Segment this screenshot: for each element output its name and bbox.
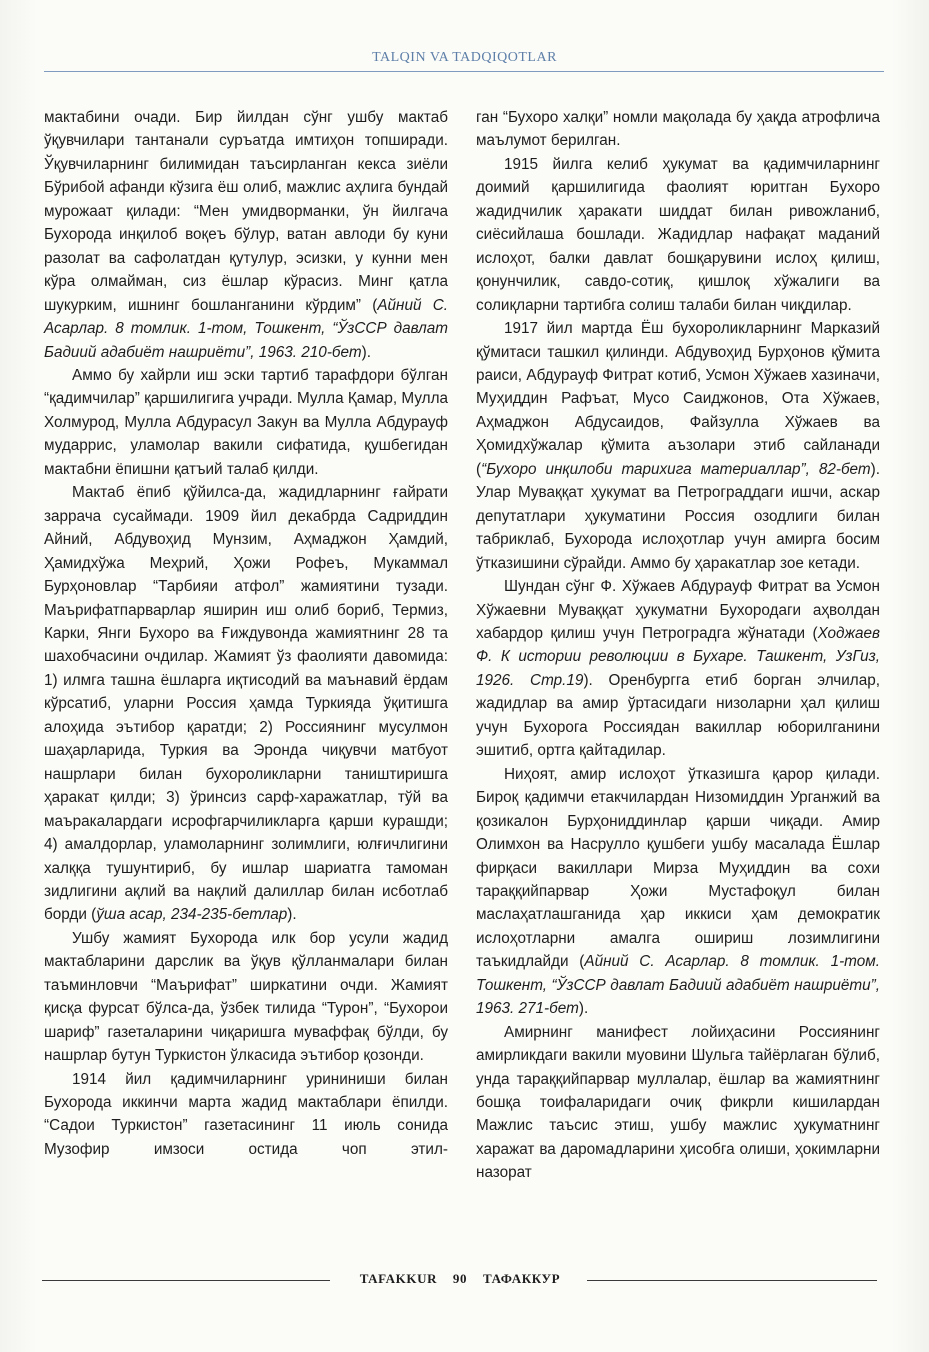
footer-text	[340, 1271, 580, 1287]
paragraph: Ушбу жамият Бухорода илк бор усули жадид мактабларини дарслик ва ўқув қўлланмалари билан таъминловчи “Маърифат” ширкатини очди. Жамият қисқа фурсат бўлса-да, ўзбек тилида “Турон”, “Бухорои шариф” газеталарини чиқаришга муваффақ бўлди, бу нашрлар бутун Туркистон ўлкасида эътибор қозонди.	[44, 929, 448, 1065]
right-column	[476, 106, 880, 1185]
page-number: 90	[452, 1271, 468, 1286]
footer-journal-cyrillic: ТАФАККУР	[482, 1271, 561, 1286]
paragraph: 1914 йил қадимчиларнинг урининиши билан Бухорода иккинчи марта жадид мактаблари ёпилди. “Садои Туркистон” газетасининг 11 июль сонида Музофир имзоси остида чоп этил-	[44, 1070, 448, 1158]
footer-rule-left	[42, 1280, 330, 1281]
header-rule	[44, 71, 884, 72]
paragraph: мактабини очади. Бир йилдан сўнг ушбу мактаб ўқувчилари тантанали суръатда имтиҳон топширади. Ўқувчиларнинг билимидан таъсирланган кекса зиёли Бўрибой афанди кўзига ёш олиб, мажлис аҳлига бундай мурожаат қилади: “Мен умидворманки, ўн йилгача Бухорода инқилоб воқеъ бўлур, ватан авлоди бу куни разолат ва сафолатдан қутулур, эсизки, у кунни мен кўра олмайман, сиз ёшлар кўрасиз. Минг қатла шукурким, ишнинг бошланганини кўрдим” (Айний С. Асарлар. 8 томлик. 1-том, Тошкент, “ЎзССР давлат Бадиий адабиёт нашриёти”, 1963. 210-бет).	[44, 109, 448, 361]
paragraph: Аммо бу хайрли иш эски тартиб тарафдори бўлган “қадимчилар” қаршилигига учради. Мулла Қамар, Мулла Холмурод, Мулла Абдурасул Закун ва Мулла Абдурауф мударрис, уламолар вакили сифатида, қушбегидан мактабни ёпишни қатъий талаб қилди.	[44, 366, 448, 478]
paragraph: 1917 йил мартда Ёш бухороликларнинг Марказий қўмитаси ташкил қилинди. Абдувоҳид Бурҳонов қўмита раиси, Абдурауф Фитрат котиб, Усмон Хўжаев хазиначи, Муҳиддин Рафъат, Мусо Саиджонов, Ота Хўжаев, Аҳмаджон Абдусаидов, Файзулла Хўжаев ва Ҳомидхўжалар қўмита аъзолари этиб сайланади (“Бухоро инқилоби тарихига материаллар”, 82-бет). Улар Муваққат ҳукумат ва Петрограддаги ишчи, аскар депутатлари ҳукуматини Россия озодлиги билан табриклаб, Бухорода ислоҳотлар учун амирга босим ўтказишини сўрайди. Аммо бу ҳаракатлар зое кетади.	[476, 320, 880, 572]
paragraph: Мактаб ёпиб қўйилса-да, жадидларнинг ғайрати заррача сусаймади. 1909 йил декабрда Садриддин Айний, Абдувоҳид Мунзим, Аҳмаджон Ҳамдий, Ҳамидхўжа Меҳрий, Ҳожи Рофеъ, Мукаммал Бурҳоновлар “Тарбияи атфол” жамиятини тузади. Маърифатпарварлар яширин иш олиб бориб, Термиз, Карки, Янги Бухоро ва Ғиждувонда жамиятнинг 28 та шахобчасини очдилар. Жамият ўз фаолияти давомида: 1) илмга ташна ёшларга иқтисодий ва маънавий ёрдам кўрсатиб, уларни Россия ҳамда Туркияда ўқитишга алоҳида эътибор қаратди; 2) Россиянинг мусулмон шаҳарларида, Туркия ва Эронда чиқувчи матбуот нашрлари билан бухороликларни таништиришга ҳаракат қилди; 3) ўринсиз сарф-харажатлар, тўй ва маъракалардаги исрофгарчиликларга қарши курашди; 4) амалдорлар, уламоларнинг золимлиги, юлғичлигини халққа тушунтириб, бу ишлар шариатга тамоман зидлигини ақлий ва нақлий далиллар билан исботлаб борди (ўша асар, 234-235-бетлар).	[44, 484, 448, 924]
footer-journal-latin: TAFAKKUR	[359, 1271, 438, 1286]
citation: ўша асар, 234-235-бетлар	[96, 906, 288, 924]
citation: Айний С. Асарлар. 8 томлик. 1-том, Тошкент, “ЎзССР давлат Бадиий адабиёт нашриёти”, 1963. 210-бет	[44, 296, 448, 361]
page-footer	[0, 1271, 929, 1289]
paragraph: 1915 йилга келиб ҳукумат ва қадимчиларнинг доимий қаршилигида фаолият юритган Бухоро жадидчилик ҳаракати шиддат билан ривожланиб, сиёсийлаша бошлади. Жадидлар нафақат маданий ислоҳот, балки давлат бошқарувини ислоҳ қилиш, қонунчилик, савдо-сотиқ, қишлоқ хўжалиги ва солиқларни тартибга солиш талаби билан чиқдилар.	[476, 155, 880, 314]
paragraph: ган “Бухоро халқи” номли мақолада бу ҳақда атрофлича маълумот берилган.	[476, 109, 880, 150]
running-title: TALQIN VA TADQIQOTLAR	[372, 50, 557, 65]
left-column	[44, 106, 448, 1161]
footer-rule-right	[587, 1280, 877, 1281]
paragraph: Шундан сўнг Ф. Хўжаев Абдурауф Фитрат ва Усмон Хўжаевни Муваққат ҳукуматни Бухородаги аҳволдан хабардор қилиш учун Петроградга жўнатади (Ходжаев Ф. К истории революции в Бухаре. Ташкент, УзГиз, 1926. Стр.19). Оренбургга етиб борган элчилар, жадидлар ва амир ўртасидаги низоларни ҳал қилиш учун Бухорога Россиядан вакиллар юборилганини эшитиб, ортга қайтадилар.	[476, 578, 880, 760]
paragraph: Амирнинг манифест лойиҳасини Россиянинг амирликдаги вакили муовини Шульга тайёрлаган бўлиб, унда тараққийпарвар муллалар, ёшлар ва жамиятнинг бошқа тоифаларидаги очиқ фикрли кишилардан Мажлис таъсис этиш, ушбу мажлис ҳукуматнинг харажат ва даромадларини ҳисобга олиши, ҳокимларни назорат	[476, 1023, 880, 1182]
paragraph: Ниҳоят, амир ислоҳот ўтказишга қарор қилади. Бироқ қадимчи етакчилардан Низомиддин Урганжий ва қозикалон Бурҳониддинлар қарши чиқади. Амир Олимхон ва Насрулло қушбеги ушбу масалада Ёшлар фирқаси вакиллари Мирза Муҳиддин ва сохи тараққийпарвар Ҳожи Мустафоқул билан маслаҳатлашганида ҳар иккиси ҳам демократик ислоҳотларни амалга ошириш лозимлигини таъкидлайди (Айний С. Асарлар. 8 томлик. 1-том. Тошкент, “ЎзССР давлат Бадиий адабиёт нашриёти”, 1963. 271-бет).	[476, 765, 880, 1018]
citation: Айний С. Асарлар. 8 томлик. 1-том. Тошкент, “ЎзССР давлат Бадиий адабиёт нашриёти”, 1963. 271-бет	[476, 953, 880, 1018]
citation: “Бухоро инқилоби тарихига материаллар”, 82-бет	[481, 460, 871, 478]
citation: Ходжаев Ф. К истории революции в Бухаре. Ташкент, УзГиз, 1926. Стр.19	[476, 624, 880, 689]
